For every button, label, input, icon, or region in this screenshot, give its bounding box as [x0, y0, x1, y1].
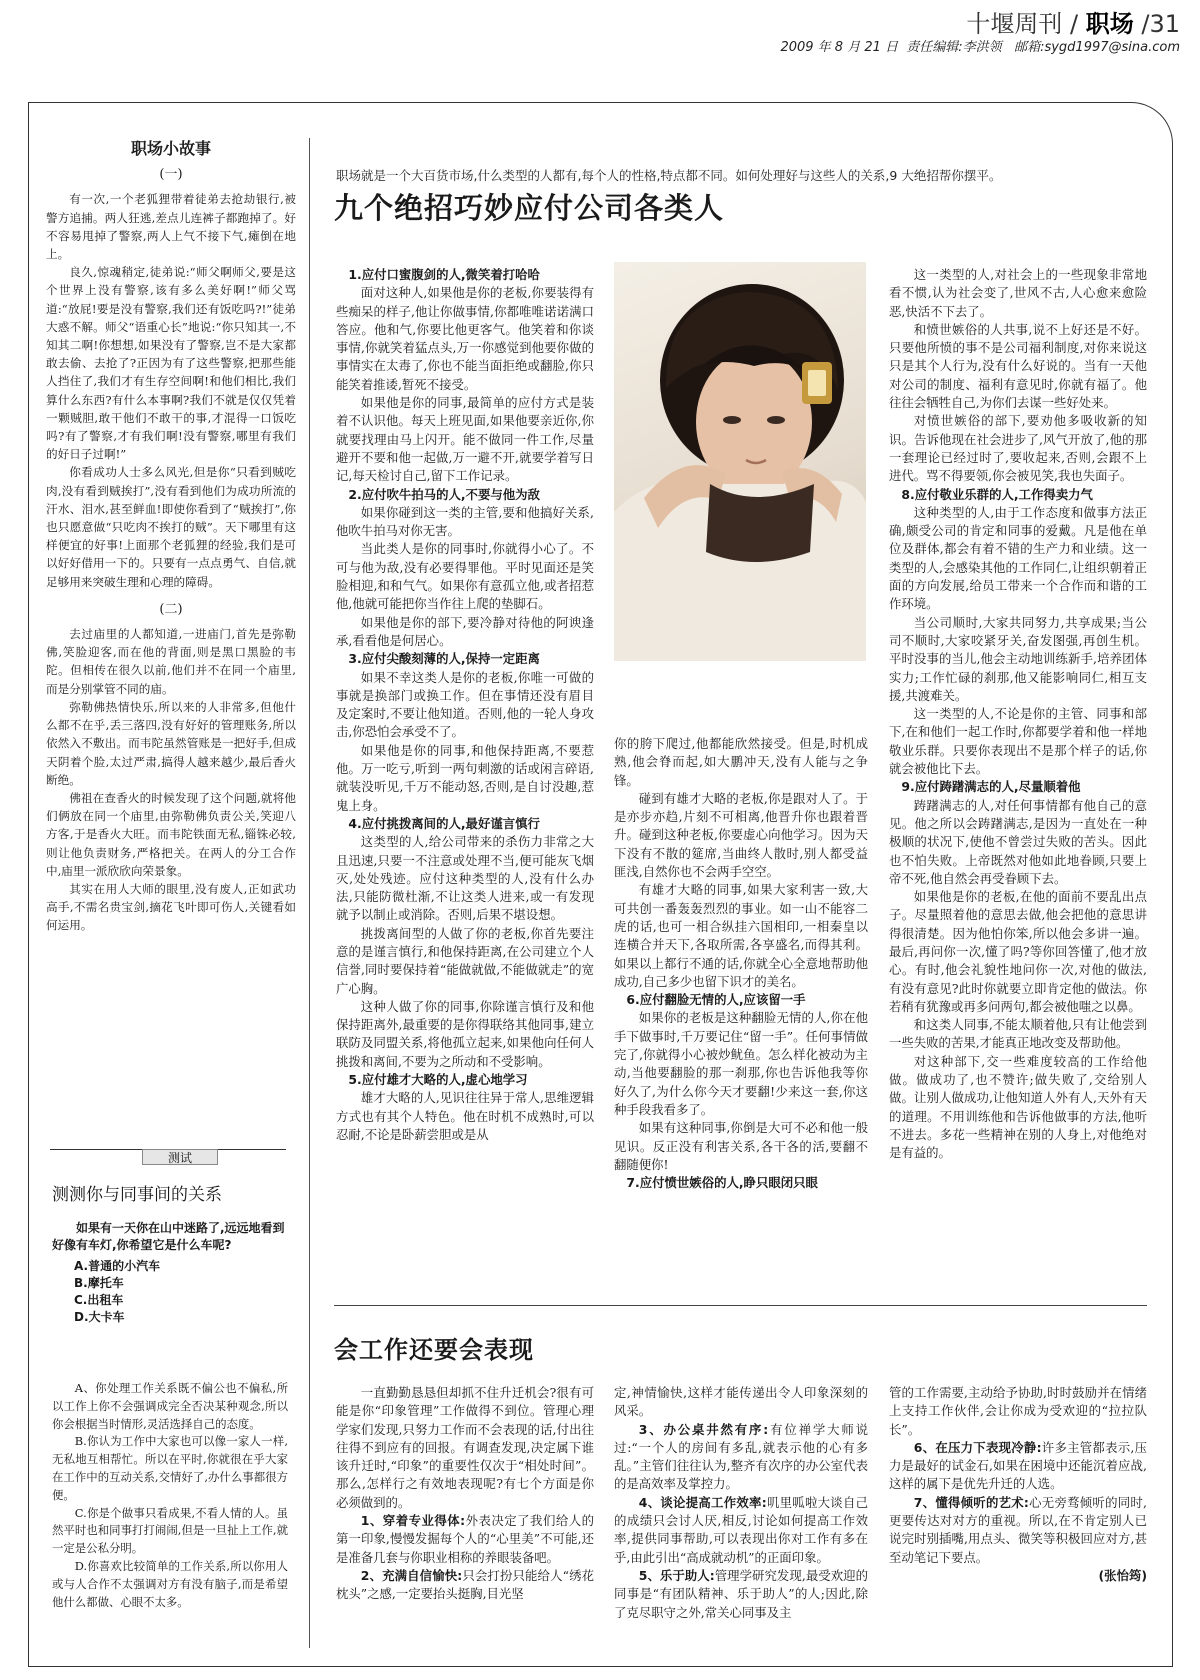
- paragraph: 面对这种人,如果他是你的老板,你要装得有些痴呆的样子,他让你做事情,你都唯唯诺诺满口答应。他和气,你要比他更客气。他笑着和你谈事情,你就笑着猛点头,万一你感觉到他要你做的事情实在太毒了,你也不能当面拒绝或翻脸,你只能笑着推诿,暂死不接受。: [336, 285, 594, 392]
- byline: (张怡筠): [1098, 1567, 1147, 1583]
- paragraph: 你的胯下爬过,他都能欣然接受。但是,时机成熟,他会脊而起,如大鹏冲天,没有人能与之争锋。: [614, 736, 868, 788]
- paragraph: [889, 1439, 1147, 1494]
- story1-subtitle: (一): [159, 167, 183, 183]
- article-divider: [334, 1305, 1147, 1306]
- editor: 责任编辑:李洪领: [906, 40, 1002, 55]
- test-answer: B.你认为工作中大家也可以像一家人一样,无私地互相帮忙。所以在平时,你就很在乎大家在工作中的互动关系,交情好了,办什么事都很方便。: [52, 1434, 288, 1502]
- paragraph: 对愤世嫉俗的部下,要劝他多吸收新的知识。告诉他现在社会进步了,风气开放了,他的那一套理论已经过时了,要收起来,否则,会跟不上进代。骂不得要领,你会被见笑,我也失面子。: [889, 413, 1147, 484]
- subheading: 5.应付雄才大略的人,虚心地学习: [348, 1072, 528, 1088]
- paragraph: 踌躇满志的人,对任何事情都有他自己的意见。他之所以会踌躇满志,是因为一直处在一种极顺的状况下,使他不曾尝过失败的苦头。因此也不怕失败。上帝既然对他如此地眷顾,只要上帝不死,他自然会再受眷顾下去。: [889, 797, 1147, 886]
- point-text: 叽里呱啦大谈自己的成绩只会讨人厌,相反,讨论如何提高工作效率,提供同事帮助,可以表现出你对工作有多在乎,由此引出“高成就动机”的正面印象。: [614, 1494, 869, 1565]
- subheading: 3.应付尖酸刻薄的人,保持一定距离: [348, 651, 540, 667]
- test-question-block: [52, 1220, 288, 1326]
- paragraph: 如果他是你的同事,和他保持距离,不要惹他。万一吃亏,听到一两句刺激的话或闲言碎语,就装没听见,千万不能动怒,否则,是自讨没趣,惹鬼上身。: [336, 742, 594, 813]
- subheading: 4.应付挑拨离间的人,最好谨言慎行: [348, 815, 540, 831]
- paragraph: 当此类人是你的同事时,你就得小心了。不可与他为敌,没有必要得罪他。平时见面还是笑脸相迎,和和气气。如果你有意孤立他,或者招惹他,他就可能把你当作往上爬的垫脚石。: [336, 541, 594, 612]
- test-answer: D.你喜欢比较简单的工作关系,所以你用人或与人合作不太强调对方有没有脑子,而是希望他什么都做、心眼不太多。: [52, 1558, 288, 1609]
- subheading: 1.应付口蜜腹剑的人,微笑着打哈哈: [348, 267, 540, 282]
- article2-title: 会工作还要会表现: [334, 1336, 534, 1364]
- paragraph: 如果不幸这类人是你的老板,你唯一可做的事就是换部门或换工作。但在事情还没有眉目及定案时,不要让他知道。否则,他的一轮人身攻击,你恐怕会承受不了。: [336, 669, 594, 740]
- paragraph: [614, 1494, 868, 1567]
- article1-col3: [889, 266, 1147, 1163]
- paragraph: 如果你碰到这一类的主管,要和他搞好关系,他吹牛拍马对你无害。: [336, 504, 594, 539]
- test-answers: [52, 1380, 288, 1611]
- issue-date: 2009 年 8 月 21 日: [780, 40, 899, 55]
- point-heading: 1、穿着专业得体:: [360, 1513, 466, 1529]
- test-option: C.出租车: [74, 1293, 124, 1307]
- point-heading: 4、谈论提高工作效率:: [638, 1494, 767, 1510]
- paragraph: [336, 1512, 594, 1567]
- point-text: 许多主管都表示,压力是最好的试金石,如果在困境中还能沉着应战,这样的属下是优先升迁的人选。: [889, 1439, 1147, 1492]
- point-text: 心无旁骛倾听的同时,更要传达对对方的重视。所以,在不肯定别人已说完时别插嘴,用点头、微笑等积极回应对方,甚至动笔记下要点。: [889, 1494, 1147, 1565]
- story2-subtitle: (二): [159, 601, 183, 617]
- column-divider: [309, 138, 310, 1648]
- paragraph: 一直勤勤恳恳但却抓不住升迁机会?很有可能是你“印象管理”工作做得不到位。管理心理学家们发现,只努力工作而不会表现的话,付出往往得不到应有的回报。有调查发现,决定属下谁该升迁时,“印象”的重要性仅次于“相处时间”。那么,怎样行之有效地表现呢?有七个方面是你必须做到的。: [336, 1385, 594, 1510]
- paragraph: 有雄才大略的同事,如果大家利害一致,大可共创一番轰轰烈烈的事业。如一山不能容二虎的话,也可一相合纵挂六国相印,一相秦皇以连横合并天下,各取所需,各享盛名,而得其利。如果以上都行不通的话,你就全心全意地帮助他成功,自己多少也留下识才的美名。: [614, 882, 868, 989]
- paragraph: 这类型的人,给公司带来的杀伤力非常之大且迅速,只要一不注意或处理不当,便可能灰飞烟灭,处处残迹。应付这种类型的人,没有什么办法,只能防微杜渐,不让这类人进来,或一有发现就予以制止或消除。否则,后果不堪设想。: [336, 834, 594, 923]
- story1-para: 良久,惊魂稍定,徒弟说:“师父啊师父,要是这个世界上没有警察,该有多么美好啊!”师父骂道:“放屁!要是没有警察,我们还有饭吃吗?!”徒弟大惑不解。师父“语重心长”地说:“你只知其一,不知其二啊!你想想,如果没有了警察,岂不是大家都敢去偷、去抢了?正因为有了这些警察,把那些能人挡住了,我们才有生存空间啊!和他们相比,我们算什么东西?有什么本事啊?我们不就是仅仅凭着一颗贼胆,敢干他们不敢干的事,才混得一口饭吃吗?有了警察,才有我们啊!没有警察,哪里有我们的好日子过啊!”: [46, 265, 296, 462]
- article1-col1: [336, 266, 594, 1144]
- paragraph: 如果他是你的部下,要冷静对待他的阿谀逢承,看看他是何居心。: [336, 614, 594, 648]
- paragraph: 和这类人同事,不能太顺着他,只有让他尝到一些失败的苦果,才能真正地改变及帮助他。: [889, 1017, 1147, 1051]
- paragraph: 定,神情愉快,这样才能传递出令人印象深刻的风采。: [614, 1385, 868, 1419]
- test-option: B.摩托车: [74, 1276, 124, 1290]
- test-tab: 测试: [142, 1149, 218, 1165]
- paper-name: 十堰周刊: [966, 10, 1063, 38]
- paragraph: 如果有这种同事,你倒是大可不必和他一般见识。反正没有利害关系,各干各的活,要翻不翻随便你!: [614, 1120, 868, 1172]
- portrait-photo: [614, 262, 866, 661]
- subheading: 8.应付敬业乐群的人,工作得卖力气: [901, 486, 1093, 502]
- email: 邮箱:sygd1997@sina.com: [1014, 40, 1180, 55]
- point-heading: 6、在压力下表现冷静:: [913, 1439, 1042, 1455]
- test-title: 测测你与同事间的关系: [52, 1185, 222, 1205]
- subheading: 7.应付愤世嫉俗的人,睁只眼闭只眼: [626, 1175, 818, 1191]
- story1-para: 有一次,一个老狐狸带着徒弟去抢劫银行,被警方追捕。两人狂逃,差点儿连裤子都跑掉了。好不容易甩掉了警察,两人上气不接下气,瘫倒在地上。: [46, 192, 296, 262]
- point-heading: 5、乐于助人:: [638, 1567, 715, 1583]
- section-name: 职场: [1085, 10, 1134, 38]
- subheading: 9.应付踌躇满志的人,尽量顺着他: [901, 779, 1081, 795]
- point-text: 有位禅学大师说过:“一个人的房间有多乱,就表示他的心有多乱。”主管们往往认为,整齐有次序的办公室代表的是高效率及掌控力。: [614, 1421, 869, 1492]
- paragraph: [336, 1567, 594, 1604]
- paragraph: 这一类型的人,对社会上的一些现象非常地看不惯,认为社会变了,世风不古,人心愈来愈险恶,快活不下去了。: [889, 267, 1147, 319]
- paragraph: 如果你的老板是这种翻脸无情的人,你在他手下做事时,千万要记住“留一手”。任何事情做完了,你就得小心被炒鱿鱼。怎么样化被动为主动,当他要翻脸的那一刹那,你也告诉他我等你好久了,为什么你今天才要翻!少来这一套,你这种手段我看多了。: [614, 1010, 868, 1117]
- sidebar-title: 职场小故事: [130, 139, 211, 158]
- paragraph: 当公司顺时,大家共同努力,共享成果;当公司不顺时,大家咬紧牙关,奋发图强,再创生机。平时没事的当儿,他会主动地训练新手,培养团体实力;工作忙碌的刹那,他又能影响同仁,相互支援,共渡难关。: [889, 614, 1147, 703]
- paragraph: 挑拨离间型的人做了你的老板,你首先要注意的是谨言慎行,和他保持距离,在公司建立个人信誉,同时要保持着“能做就做,不能做就走”的宽广心胸。: [336, 925, 594, 996]
- story2-para: 去过庙里的人都知道,一进庙门,首先是弥勒佛,笑脸迎客,而在他的背面,则是黑口黑脸的韦陀。但相传在很久以前,他们并不在同一个庙里,而是分别掌管不同的庙。: [46, 627, 296, 696]
- article2-col2: [614, 1384, 868, 1622]
- point-heading: 3、办公桌井然有序:: [638, 1421, 769, 1437]
- point-text: 只会打扮只能给人“绣花枕头”之感,一定要抬头挺胸,目光坚: [336, 1567, 595, 1602]
- paragraph: [614, 1421, 868, 1494]
- paragraph: 和愤世嫉俗的人共事,说不上好还是不好。只要他所愤的事不是公司福利制度,对你来说这只是其个人行为,没有什么好说的。当有一天他对公司的制度、福利有意见时,你就有福了。他往往会牺牲自己,为你们去谋一些好处来。: [889, 321, 1147, 411]
- test-option: D.大卡车: [74, 1310, 125, 1324]
- paragraph: 这种类型的人,由于工作态度和做事方法正确,颇受公司的肯定和同事的爱戴。凡是他在单位及群体,都会有着不错的生产力和业绩。这一类型的人,会感染其他的工作同仁,让组织朝着正面的方向发展,给员工带来一个合作而和谐的工作环境。: [889, 504, 1147, 612]
- paragraph: [889, 1494, 1147, 1567]
- paragraph: 碰到有雄才大略的老板,你是跟对人了。于是亦步亦趋,片刻不可相离,他晋升你也跟着晋升。碰到这种老板,你要虚心向他学习。因为天下没有不散的筵席,当曲终人散时,别人都受益匪浅,自然你也不会两手空空。: [614, 790, 868, 880]
- header-info: [780, 36, 1180, 55]
- article-intro: 职场就是一个大百货市场,什么类型的人都有,每个人的性格,特点都不同。如何处理好与这些人的关系,9 大绝招帮你摆平。: [336, 168, 1002, 183]
- paragraph: 对这种部下,交一些难度较高的工作给他做。做成功了,也不赞许;做失败了,交给别人做。让别人做成功,让他知道人外有人,天外有天的道理。不用训练他和告诉他做事的方法,他听不进去。多花一些精神在别的人身上,对他绝对是有益的。: [889, 1053, 1147, 1161]
- paragraph: 这一类型的人,不论是你的主管、同事和部下,在和他们一起工作时,你都要学着和他一样地敬业乐群。只要你表现出不是那个样子的话,你就会被他比下去。: [889, 706, 1147, 777]
- paragraph: 雄才大略的人,见识往往异于常人,思维逻辑方式也有其个人特色。他在时机不成熟时,可以忍耐,不论是卧薪尝胆或是从: [336, 1090, 594, 1142]
- test-answer: A、你处理工作关系既不偏公也不偏私,所以工作上你不会强调成完全否决某种观念,所以你会根据当时情形,灵活选择自己的态度。: [52, 1381, 288, 1431]
- story2-para: 佛祖在查香火的时候发现了这个问题,就将他们俩放在同一个庙里,由弥勒佛负责公关,笑迎八方客,于是香火大旺。而韦陀铁面无私,锱铢必较,则让他负责财务,严格把关。在两人的分工合作中,庙里一派欣欣向荣景象。: [46, 790, 296, 878]
- story2-para: 弥勒佛热情快乐,所以来的人非常多,但他什么都不在乎,丢三落四,没有好好的管理账务,所以依然入不敷出。而韦陀虽然管账是一把好手,但成天阴着个脸,太过严肃,搞得人越来越少,最后香火断绝。: [46, 699, 296, 787]
- story2-para: 其实在用人大师的眼里,没有废人,正如武功高手,不需名贵宝剑,摘花飞叶即可伤人,关键看如何运用。: [46, 881, 296, 933]
- paragraph: 管的工作需要,主动给予协助,时时鼓励并在情绪上支持工作伙伴,会让你成为受欢迎的“拉拉队长”。: [889, 1385, 1147, 1437]
- point-heading: 2、充满自信愉快:: [360, 1567, 463, 1583]
- point-text: 外表决定了我们给人的第一印象,慢慢发掘每个人的“心里美”不可能,还是准备几套与你职业相称的养眼装备吧。: [336, 1513, 595, 1565]
- test-answer: C.你是个做事只看成果,不看人情的人。虽然平时也和同事打打闹闹,但是一旦扯上工作,就一定是公私分明。: [52, 1505, 288, 1556]
- article-title: 九个绝招巧妙应付公司各类人: [334, 191, 725, 225]
- sidebar-stories: [46, 140, 296, 935]
- paragraph: 如果他是你的同事,最简单的应付方式是装着不认识他。每天上班见面,如果他要亲近你,你就要找理由马上闪开。能不做同一件工作,尽量避开不要和他一起做,万一避不开,就要学着写日记,每天检讨自己,留下工作记录。: [336, 395, 594, 484]
- article2-col1: [336, 1384, 594, 1604]
- subheading: 6.应付翻脸无情的人,应该留一手: [626, 992, 806, 1008]
- story1-para: 你看成功人士多么风光,但是你“只看到贼吃肉,没有看到贼挨打”,没有看到他们为成功所流的汗水、泪水,甚至鲜血!即使你看到了“贼挨打”,你也只愿意做“只吃肉不挨打的贼”。天下哪里有这样便宜的好事!上面那个老狐狸的经验,我们是可以好好借用一下的。只要有一点点勇气、自信,就足够用来突破生理和心理的障碍。: [46, 465, 296, 589]
- point-heading: 7、懂得倾听的艺术:: [913, 1494, 1029, 1510]
- test-question: 如果有一天你在山中迷路了,远远地看到好像有车灯,你希望它是什么车呢?: [52, 1221, 285, 1252]
- subheading: 2.应付吹牛拍马的人,不要与他为敌: [348, 486, 540, 502]
- masthead: 十堰周刊 / 职场 /31: [966, 10, 1180, 38]
- article1-col2: [614, 735, 868, 1192]
- page-number: 31: [1149, 10, 1180, 38]
- paragraph: [614, 1567, 868, 1622]
- article2-col3: [889, 1384, 1147, 1585]
- paragraph: 这种人做了你的同事,你除谨言慎行及和他保持距离外,最重要的是你得联络其他同事,建立联防及同盟关系,将他孤立起来,如果他向任何人挑拨和离间,不要为之所动和不受影响。: [336, 998, 594, 1069]
- test-option: A.普通的小汽车: [74, 1259, 161, 1273]
- paragraph: 如果他是你的老板,在他的面前不要乱出点子。尽量照着他的意思去做,他会把他的意思讲得很清楚。因为他怕你笨,所以他会多讲一遍。最后,再问你一次,懂了吗?等你回答懂了,他才放心。有时,他会礼貌性地问你一次,对他的做法,有没有意见?此时你就要立即肯定他的做法。你若稍有犹豫或再多问两句,都会被他嗤之以鼻。: [889, 889, 1147, 1014]
- point-text: 管理学研究发现,最受欢迎的同事是“有团队精神、乐于助人”的人;因此,除了克尽职守之外,常关心同事及主: [614, 1567, 868, 1620]
